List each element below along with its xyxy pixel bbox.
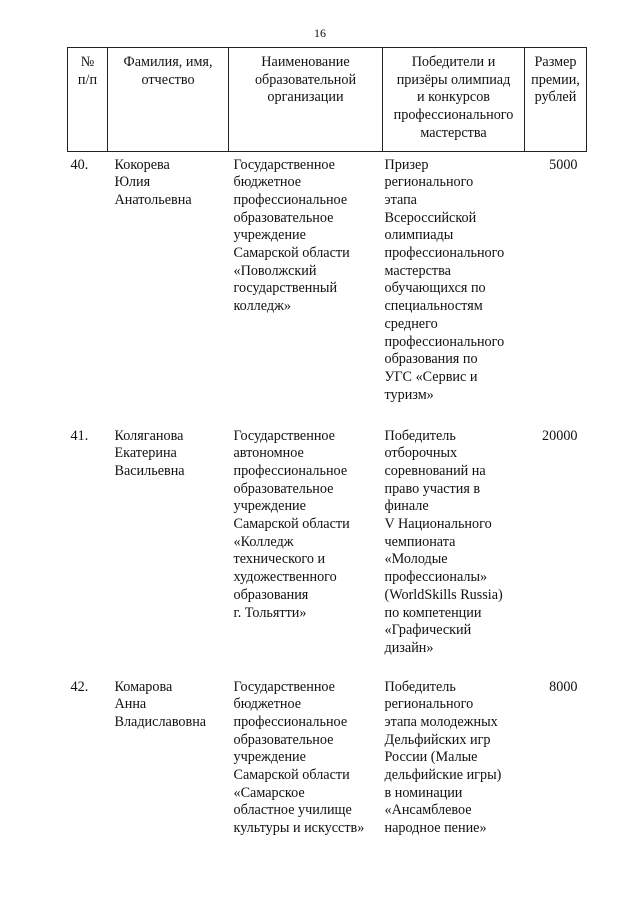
header-winners: Победители и призёры олимпиад и конкурсов профессионального мастерства [383,48,525,152]
header-prize-amount: Размер премии, рублей [525,48,587,152]
row-organization: Государственное бюджетное профессиональное образовательное учреждение Самарской области «Поволжский государственный колледж» [233,156,350,315]
row-number: 42. [70,678,89,695]
header-organization: Наименование образовательной организации [229,48,383,152]
row-full-name: Коляганова Екатерина Васильевна [114,427,185,479]
table-row [68,428,587,679]
row-number: 40. [70,156,89,173]
row-prize-amount: 5000 [549,156,578,173]
awards-table [67,47,587,838]
page-number: 16 [314,26,326,40]
row-full-name: Кокорева Юлия Анатольевна [114,156,192,208]
table-header-row [68,48,587,152]
row-prize-amount: 20000 [542,427,578,444]
row-achievement: Призер регионального этапа Всероссийской олимпиады профессионального мастерства обучающихся по специальностям среднего профессионального образования по УГС «Сервис и туризм» [384,156,505,403]
row-organization: Государственное автономное профессиональное образовательное учреждение Самарской области «Колледж технического и художественного образования г. Тольятти» [233,427,350,621]
row-number: 41. [70,427,89,444]
row-achievement: Победитель отборочных соревнований на право участия в финале V Национального чемпионата «Молодые профессионалы» (WorldSkills Russia) по компетенции «Графический дизайн» [384,427,503,656]
header-full-name: Фамилия, имя, отчество [108,48,229,152]
table-row [68,157,587,428]
row-achievement: Победитель регионального этапа молодежных Дельфийских игр России (Малые дельфийские игры) в номинации «Ансамблевое народное пение» [384,678,502,837]
table-row [68,679,587,838]
header-number: № п/п [68,48,108,152]
row-full-name: Комарова Анна Владиславовна [114,678,207,730]
row-organization: Государственное бюджетное профессиональное образовательное учреждение Самарской области «Самарское областное училище культуры и искусств» [233,678,365,837]
row-prize-amount: 8000 [549,678,578,695]
